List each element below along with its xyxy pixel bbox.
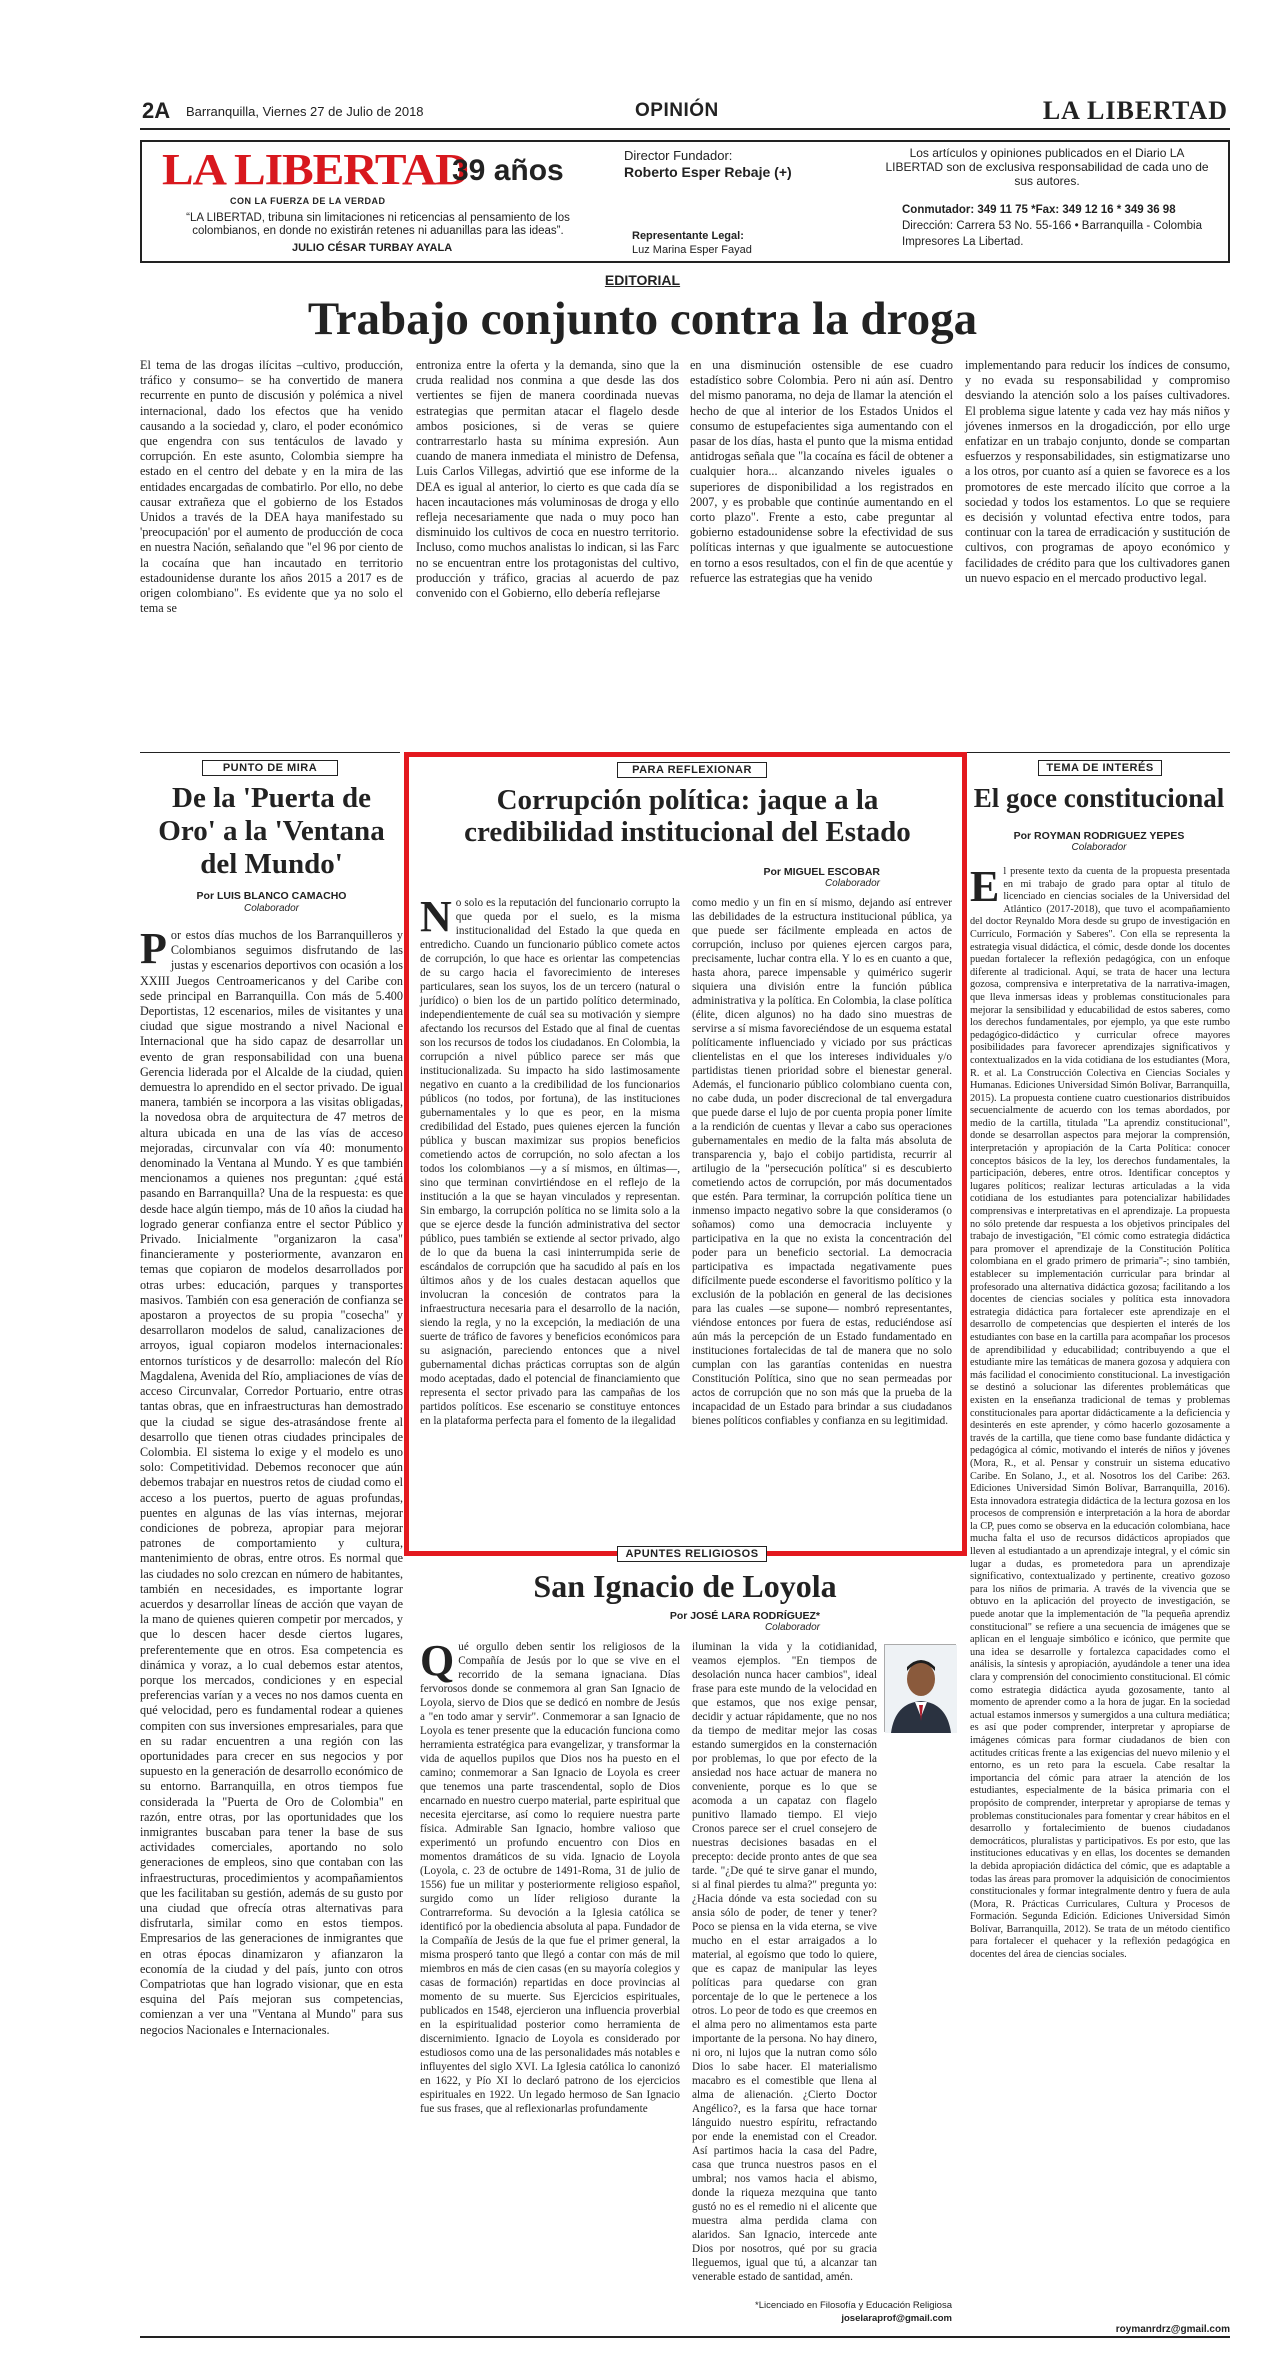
right-article-byline: Por ROYMAN RODRIGUEZ YEPES (1013, 830, 1185, 842)
loyola-article-col-2-cont (692, 1740, 952, 2280)
right-article-role: Colaborador (1071, 842, 1127, 853)
editorial-col-1: El tema de las drogas ilícitas –cultivo, producción, tráfico y consumo– se ha convertido de manera recurrente en punto de discusión y polémica a nivel internacional, dado los efectos que ha venido causando a la sociedad y, claro, el poder económico que engendra con sus tentáculos de lavado y corrupción. En este asunto, Colombia siempre ha estado en el centro del debate y en la mira de las entidades encargadas de combatirlo. Por ello, no debe causar extrañeza que el gobierno de los Estados Unidos a través de la DEA haya manifestado su 'preocupación' por el aumento de producción de coca en nuestra Nación, señalando que "el 96 por ciento de la cocaína que han incautado en territorio estadounidense durante los años 2015 a 2017 es de origen colombiano". Es evidente que ya no solo el tema se (140, 358, 403, 616)
center-article-role: Colaborador (824, 878, 880, 889)
editorial-col-4: implementando para reducir los índices de consumo, y no evada su responsabilidad y compromiso desviando la atención solo a los países cultivadores. El problema sigue latente y cada vez hay más niños y jóvenes inmersos en la drogadicción, por ello urge enfatizar en un trabajo conjunto, donde se compartan esfuerzos y responsabilidades, sin estigmatizarse uno a los otros, por cuanto así a quien se favorece es a los promotores de este mercado ilícito que corroe a la sociedad y todos los estamentos. Lo que se requiere es decisión y voluntad efectiva entre todos, para continuar con la tarea de erradicación y sustitución de cultivos, con programas de apoyo económico y facilidades de crédito para que los cultivadores ganen un nuevo espacio en el mercado productivo legal. (965, 358, 1230, 585)
section-name: OPINIÓN (635, 100, 719, 121)
director-name: Roberto Esper Rebaje (+) (624, 164, 792, 180)
loyola-article-role: Colaborador (764, 1622, 820, 1633)
left-article-role: Colaborador (243, 903, 300, 914)
rep-label: Representante Legal: (632, 230, 744, 242)
loyola-article-byline: Por JOSÉ LARA RODRÍGUEZ* (669, 1610, 820, 1622)
left-article-byline: Por LUIS BLANCO CAMACHO (196, 890, 347, 902)
right-article-body: El presente texto da cuenta de la propuesta presentada en mi trabajo de grado para optar al título de licenciado en ciencias sociales de la Universidad del Atlántico (2017-2018), que tuvo el acompañamiento del doctor Reynaldo Mora desde su grupo de investigación en Currículo, Formación y Saberes". Con ella se representa la estrategia visual didáctica, el cómic, desde donde los docentes puedan fortalecer la reflexión pedagógica, con un enfoque diferente al tradicional. Aquí, se trata de hacer una lectura gozosa, comprensiva e interpretativa de la narrativa-imagen, que lleva inmersas ideas y problemas constitucionales para mejorar la sensibilidad y educabilidad de estos saberes, como los derechos fundamentales, por ejemplo, ya que este rumbo pedagógico-didáctico y curricular ofrece mayores posibilidades para favorecer aprendizajes significativos y contextualizados en la vida cotidiana de los estudiantes (Mora, R. et al. La Construcción Colectiva en Ciencias Sociales y Humanas. Ediciones Universidad Simón Bolívar, Barranquilla, 2015). La propuesta contiene cuatro cuestionarios distribuidos secuencialmente de acuerdo con los temas abordados, por medio de la cartilla, titulada "La aprendiz constitucional", donde se desarrollan aspectos para mejorar la comprensión, interpretación y apropiación de la Carta Política: conocer conceptos básicos de la ley, los derechos fundamentales, la participación, deberes, entre otros. Identificar conceptos y lugares políticos; realizar lecturas articuladas a la vida cotidiana de los estudiantes para potencializar habilidades comprensivas e interpretativas en el aprendizaje. La propuesta no sólo pretende dar respuesta a los objetivos principales del trabajo de investigación, "El cómic como estrategia didáctica para promover el aprendizaje de la Constitución Política colombiana en el grado primero de primaria"-; sino también, establecer su implementación curricular para brindar al profesorado una alternativa didáctica gozosa; facilitando a los docentes de ciencias sociales y política esta innovadora estrategia didáctica para fortalecer este aprendizaje en el desarrollo de competencias que despierten el interés de los estudiantes con base en la cartilla para acompañar los procesos de aprendibilidad y educabilidad; contribuyendo a que el estudiante mire las temáticas de manera gozosa y adquiera con más facilidad el conocimiento constitucional. La investigación se destinó a solucionar las diferentes problemáticas que existen en la enseñanza tradicional de temas y problemas constitucionales para aportar didácticamente a la deficiencia y desinterés en este aprender, y cómo hacerlo gozosamente a través de la cartilla, que tiene como base fundante didáctica y pedagógica al cómic, motivando el interés de niños y jóvenes (Mora, R., et al. Pensar y construir un sistema educativo Caribe. En Solano, J., et al. Nosotros los del Caribe: 263. Ediciones Universidad Simón Bolívar, Barranquilla, 2016). Esta innovadora estrategia didáctica de la lectura gozosa en los procesos de comprensión e interpretación a la hora de abordar la CP, pues como se observa en la educación colombiana, hace mucha falta el uso de recursos didácticos apropiados que lleven al estudiantado a un aprendizaje integral, y el cómic sin lugar a dudas, es prometedora para un aprendizaje significativo, contextualizado y pertinente, creativo gozoso para los niños de primaria. A través de la vivencia que se obtuvo en la aplicación del proyecto de investigación, se puede anotar que la implementación de "la pequeña aprendiz constitucional" se refiere a una secuencia de imágenes que se aplican en el lenguaje simbólico e icónico, que permite que una idea se desarrolle y fortalezca capacidades como el análisis, la síntesis y apropiación, ayudándole a tener una idea clara y comprensión del conocimiento constitucional. El cómic como estrategia didáctica ayuda gozosamente, tanto al momento de aprender como a la hora de jugar. En la sociedad actual estamos inmersos y sumergidos a una cultura mediática; es así que poder comprender, interpretar y apropiarse de imágenes cómicas para formar ciudadanos de bien con actitudes críticas frente a las exigencias del nuevo milenio y el entorno, es un reto para la escuela. Cabe resaltar la importancia del cómic para atraer la atención de los estudiantes, especialmente de la básica primaria con el propósito de comprender, interpretar y apropiarse de temas y problemas constitucionales para fomentar y crear hábitos en el desarrollo y fortalecimiento de buenos ciudadanos democráticos, pluralistas y participativos. Es por esto, que las instituciones educativas y en ellas, los docentes se demanden la debida apropiación didáctica del cómic, que es adaptable a todas las áreas para promover la adquisición de conocimientos constitucionales y formar integralmente dentro y fuera de aula (Mora, R. Prácticas Curriculares, Cultura y Procesos de Formación. Segunda Edición. Ediciones Universidad Simón Bolívar, Barranquilla, 2012). Se trata de un método cientifico para fortalecer el quehacer y la reflexión pedagógica en docentes del área de ciencias sociales. (970, 862, 1230, 1961)
paper-name: LA LIBERTAD (1042, 96, 1228, 125)
center-article-col-2: como medio y un fin en sí mismo, dejando así entrever las debilidades de la estructura institucional pública, ya que puede ser fácilmente empleada en actos de corrupción, incluso por quienes ejercen cargos para, precisamente, luchar contra ella. Y lo es en cuanto a que, hasta ahora, parece impensable y quimérico sugerir siquiera una división entre la función pública administrativa y la política. En Colombia, la clase política (élite, dicen algunos) no ha dado sino muestras de servirse a sí misma favoreciéndose de un esquema estatal políticamente influenciado y viciado por sus prácticas clientelistas en el que los intereses individuales y/o partidistas tienen prioridad sobre el bienestar general. Además, el funcionario público colombiano cuenta con, no cabe duda, un poder discrecional de tal envergadura que puede darse el lujo de por cuenta propia poner límite a la rendición de cuentas y llevar a cabo sus operaciones gubernamentales en medio de la falta más absoluta de transparencia y, bajo el cobijo partidista, recurrir al artilugio de la "persecución política" si es descubierto cometiendo actos de corrupción, por más documentados que estén. Para terminar, la corrupción política tiene un inmenso impacto negativo sobre la que consideramos (o soñamos) como una democracia incluyente y participativa en la que no exista la concentración del poder para un beneficio sectorial. La democracia participativa es impactada negativamente pues difícilmente puede esconderse el favoritismo político y la exclusión de la población en general de las decisiones para las cuales —se supone— nombró representantes, viéndose entonces por fuera de estas, reduciéndose así aún más la percepción de un Estado fundamentado en instituciones fortalecidas de tal de manera que no solo cumplan con las garantías contenidas en nuestra Constitución Política, sino que no sean permeadas por actos de corrupción que no son más que la prueba de la incapacidad de un Estado para brindar a sus ciudadanos bienes políticos confiables y confianza en su legitimidad. (692, 897, 952, 1427)
header-rule (140, 128, 1230, 130)
center-article-col-1: No solo es la reputación del funcionario corrupto la que queda por el suelo, es la misma institucionalidad del Estado la que queda en entredicho. Cuando un funcionario público comete actos de corrupción, lo que hace es orientar las competencias de su cargo hacia el favorecimiento de intereses particulares, sean los suyos, los de un tercero (natural o jurídico) o bien los de un partido político determinado, independientemente de cuál sea su motivación y siempre afectando los recursos del Estado que al final de cuentas son los recursos de todos los ciudadanos. En Colombia, la corrupción a nivel público parece ser más que institucionalizada. Su impacto ha sido lastimosamente negativo en cuanto a la credibilidad de los funcionarios públicos (no todos, por fortuna), de las instituciones gubernamentales y lo que es peor, en la misma credibilidad del Estado, pues quienes ejercen la función pública y buscan maximizar sus propios beneficios cometiendo actos de corrupción, no solo afectan a los todos los colombianos —y a sí mismos, en últimas—, sino que terminan convirtiéndose en el reflejo de la institución a la que se hayan vinculados y representan. Sin embargo, la corrupción política no se limita solo a la que se ejerce desde la función administrativa del sector público, pues también se extiende al sector privado, algo de lo que da buena la casi ininterrumpida serie de escándalos de corrupción que ha sacudido al país en los últimos años y de los cuales destacan aquellos que involucran la concesión de contratos para la infraestructura necesaria para el desarrollo de la nación, siendo la regla, y no la excepción, la mediación de una suerte de tráfico de favores y beneficios económicos para su asignación, pareciendo entonces que a nivel gubernamental dichas prácticas corruptas son de algún modo aceptadas, dado el potencial de financiamiento que representa el sector privado para las campañas de los partidos políticos. Ese escenario se constituye entonces en la plataforma perfecta para el fomento de la ilegalidad (420, 892, 680, 1427)
editorial-title: Trabajo conjunto contra la droga (307, 293, 978, 345)
dateline: Barranquilla, Viernes 27 de Julio de 2018 (186, 104, 424, 119)
author-photo (884, 1644, 956, 1732)
masthead-quote-author: JULIO CÉSAR TURBAY AYALA (292, 242, 453, 254)
portrait-icon (885, 1645, 957, 1733)
disclaimer: Los artículos y opiniones publicados en el Diario LA LIBERTAD son de exclusiva responsabilidad de cada uno de sus autores. (885, 146, 1209, 188)
masthead-slogan: CON LA FUERZA DE LA VERDAD (230, 196, 386, 206)
left-article-body: Por estos días muchos de los Barranquilleros y Colombianos seguimos disfrutando de las justas y escenarios deportivos con ocasión a los XXIII Juegos Centroamericanos y del Caribe con sede principal en Barranquilla. Con más de 5.400 Deportistas, 12 escenarios, miles de visitantes y una ciudad que sigue mostrando a nivel Nacional e Internacional que ha sido capaz de desarrollar un evento de gran responsabilidad con una buena Gerencia liderada por el Alcalde de la ciudad, quien demuestra lo aprendido en el sector privado. De igual manera, también se incorpora a las visitas obligadas, la novedosa obra de arquitectura de 47 metros de altura ubicada en una de las vías de acceso mejoradas, circunvalar con vía 40: monumento denominado la Ventana al Mundo. Y es que también mencionamos a quienes nos preguntan: ¿qué está pasando en Barranquilla? Una de la respuesta: es que desde hace algún tiempo, más de 10 años la ciudad ha logrado generar confianza entre el sector Público y Privado. Inicialmente "organizaron la casa" financieramente y posteriormente, avanzaron en temas que copiaron de modelos desarrollados por otras urbes: educación, parques y transportes masivos. También con esa generación de confianza se apostaron a proyectos de su propia "cosecha" y desarrollaron modelos de salud, canalizaciones de arroyos, igual copiaron modelos internacionales: entornos turísticos y de desarrollo: malecón del Río Magdalena, Avenida del Río, ampliaciones de vías de acceso Circunvalar, Corredor Portuario, entre otras tantas obras, que en infraestructuras han demostrado que la ciudad se sigue des-atrasándose frente al desarrollo que tienen otras ciudades principales de Colombia. El sistema lo exige y el modelo es uno solo: Competitividad. Debemos reconocer que aún debemos trabajar en nuestros retos de ciudad como el acceso a los puertos, puerto de aguas profundas, puentes en algunas de las vías internas, mejorar condiciones de pobreza, apropiar para mejorar patrones de comportamiento y cultura, mantenimiento de obras, entre otros. Es normal que las ciudades no solo crezcan en número de habitantes, también en necesidades, es importante lograr acuerdos y desarrollar líneas de acción que vayan de la mano de quienes quieren competir por mercados, y que lo descen hacer desde ciertos lugares, preferentemente que en otros. Esa competencia es dinámica y voraz, a lo cual debemos estar atentos, porque los mercados, condiciones y en especial preferencias varían y a veces no nos damos cuenta en qué velocidad, pero es fundamental rodear a quienes compiten con sus inversiones empresariales, para que en su radar encuentren a una región con las oportunidades para crecer en sus negocios y por supuesto en la generación de desarrollo económico de su entorno. Barranquilla, en otros tiempos fue considerada la "Puerta de Oro de Colombia" en razón, entre otras, por las oportunidades que los inmigrantes buscaban para tener la base de sus actividades comerciales, aportando no solo generaciones de empleos, sino que contaban con las infraestructuras, procedimientos y acompañamientos que les facilitaban su gestión, además de su gusto por una ciudad que ofrecía otras alternativas para disfrutarla, similar como en estos tiempos. Empresarios de las generaciones de inmigrantes que en otras épocas dinamizaron y afianzaron la economía de la ciudad y del país, junto con otros Compatriotas que han logrado visionar, que en esta esquina del País mejoran sus competencias, comienzan a ver una "Ventana al Mundo" para sus negocios Nacionales e Internacionales. (140, 924, 403, 2037)
right-article-email: roymanrdrz@gmail.com (1115, 2324, 1230, 2335)
masthead-quote: “LA LIBERTAD, tribuna sin limitaciones ni reticencias al pensamiento de los colombianos, en donde no existirán retenes ni aduanillas para las ideas”. (186, 212, 570, 237)
loyola-article-title: San Ignacio de Loyola (533, 1568, 837, 1604)
page-number: 2A (142, 98, 171, 123)
center-article-title: Corrupción política: jaque a la credibilidad institucional del Estado (464, 784, 911, 848)
footer-rule (140, 2336, 1230, 2338)
page-header (140, 96, 1230, 126)
masthead-box (140, 140, 1230, 263)
center-article-byline: Por MIGUEL ESCOBAR (763, 866, 880, 878)
left-article-tag: PUNTO DE MIRA (202, 760, 338, 776)
editorial-kicker: EDITORIAL (604, 272, 681, 288)
masthead-anniversary: 39 años (452, 154, 564, 187)
address: Dirección: Carrera 53 No. 55-166 • Barranquilla - Colombia (902, 220, 1202, 232)
masthead-logo: LA LIBERTAD (162, 145, 469, 194)
director-label: Director Fundador: (624, 148, 733, 163)
loyola-footnote: *Licenciado en Filosofía y Educación Religiosa (755, 2300, 952, 2311)
editorial-rule-right (965, 752, 1230, 753)
rep-name: Luz Marina Esper Fayad (632, 244, 752, 256)
left-article-title: De la 'Puerta de Oro' a la 'Ventana del Mundo' (158, 782, 385, 880)
right-article-tag: TEMA DE INTERÉS (1038, 760, 1162, 776)
center-article-tag: PARA REFLEXIONAR (617, 762, 767, 778)
loyola-email: joselaraprof@gmail.com (841, 2313, 952, 2324)
printer: Impresores La Libertad. (902, 236, 1024, 248)
editorial-rule (140, 752, 400, 753)
switchboard: Conmutador: 349 11 75 *Fax: 349 12 16 * 349 36 98 (902, 204, 1176, 216)
editorial-col-2: entroniza entre la oferta y la demanda, sino que la cruda realidad nos conmina a que desde las dos vertientes se fijen de manera coordinada nuevas estrategias que permitan atacar el flagelo desde ambos posiciones, si de veras se quiere contrarrestarlo hasta su mínima expresión. Aun cuando de manera inmediata el ministro de Defensa, Luis Carlos Villegas, advirtió que ese informe de la DEA es igual al anterior, lo cierto es que cada día se hacen incautaciones más voluminosas de droga y ello refleja necesariamente que nada o muy poco han disminuido los cultivos de coca en nuestro territorio. Incluso, como muchos analistas lo indican, si las Farc no se encuentran entre los protagonistas del cultivo, producción y tráfico, gracias al acuerdo de paz convenido con el Gobierno, ello debería reflejarse (416, 358, 679, 601)
editorial-col-3: en una disminución ostensible de ese cuadro estadístico sobre Colombia. Pero ni aún así. Dentro del mismo panorama, no deja de llamar la atención el hecho de que al interior de los Estados Unidos el consumo de estupefacientes siga aumentando con el pasar de los días, hasta el punto que la misma entidad antidrogas señala que "la cocaína es fácil de obtener a cualquier hora... alcanzando niveles iguales o superiores de disponibilidad a los registrados en 2007, y es probable que continúe aumentando en el corto plazo". Frente a esto, cabe preguntar al gobierno estadounidense sobre la efectividad de sus políticas internas y que igualmente se autocuestione en torno a esos resultados, con el fin de que acentúe y refuerce las estrategias que ha venido (690, 358, 953, 585)
loyola-article-tag: APUNTES RELIGIOSOS (617, 1546, 767, 1562)
right-article-title: El goce constitucional (973, 783, 1225, 813)
loyola-article-col-1: Qué orgullo deben sentir los religiosos de la Compañía de Jesús por lo que se vive en el recorrido de la semana ignaciana. Días fervorosos donde se conmemora al gran San Ignacio de Loyola, siervo de Dios que se dedicó en nombre de Jesús a "en todo amar y servir". Conmemorar a san Ignacio de Loyola es tener presente que la educación funciona como herramienta estratégica para evangelizar, y transformar la vida de aquellos pupilos que Dios nos ha puesto en el camino; conmemorar a San Ignacio de Loyola es creer que tenemos una parte trascendental, soplo de Dios encarnado en nuestro cuerpo material, parte espiritual que necesita ejercitarse, así como lo requiere nuestra parte física. Admirable San Ignacio, hombre valioso que experimentó un profundo encuentro con Dios en momentos dramáticos de su vida. Ignacio de Loyola (Loyola, c. 23 de octubre de 1491-Roma, 31 de julio de 1556) fue un militar y posteriormente religioso español, surgido como un líder religioso durante la Contrarreforma. Su devoción a la Iglesia católica se identificó por la obediencia absoluta al papa. Fundador de la Compañía de Jesús de la que fue el primer general, la misma prosperó tanto que llegó a contar con más de mil miembros en más de cien casas (en su mayoría colegios y casas de formación) repartidas en doce provincias al momento de su muerte. Sus Ejercicios espirituales, publicados en 1548, ejercieron una influencia proverbial en la espiritualidad posterior como herramienta de discernimiento. Ignacio de Loyola es considerado por estudiosos como una de las personalidades más notables e influyentes del siglo XVI. La Iglesia católica lo canonizó en 1622, y Pío XI lo declaró patrono de los ejercicios espirituales en 1922. Un legado hermoso de San Ignacio fue sus frases, que al reflexionarlas profundamente (420, 1636, 680, 2115)
loyola-article-col-2: iluminan la vida y la cotidianidad, veamos ejemplos. "En tiempos de desolación nunca hacer cambios", ideal frase para este mundo de la velocidad en que estamos, que nos exige pensar, decidir y actuar rápidamente, que no nos da tiempo de meditar mejor las cosas estando sumergidos en la consternación por problemas, lo que por efecto de la ansiedad nos hace actuar de manera no conveniente, porque es lo que se acomoda a un capataz con flagelo punitivo llamado tiempo. El viejo Cronos parece ser el cruel consejero de nuestras decisiones basadas en el precepto: decide pronto antes de que sea tarde. "¿De qué te sirve ganar el mundo, si al final pierdes tu alma?" pregunta yo: ¿Hacia dónde va esta sociedad con su ansia sólo de poder, de tener y tener? Poco se piensa en la vida eterna, se vive mucho en el estar arraigados a lo material, al egoísmo que todo lo quiere, que es capaz de manipular las leyes políticas para quedarse con gran porcentaje de lo que le pertenece a los otros. Lo peor de todo es que creemos en el alma pero no alimentamos esta parte importante de la persona. No hay dinero, ni oro, ni lujos que la nutran como sólo Dios lo sabe hacer. El materialismo macabro es el comestible que llena al alma de alienación. ¿Cierto Doctor Angélico?, es la farsa que hace tornar lánguido nuestro espíritu, refractando por ende la enemistad con el Creador. Así partimos hacia la casa del Padre, casa que trunca nuestros pasos en el umbral; nos vamos hacia el abismo, donde la riqueza mezquina que tanto gustó no es el remedio ni el alicente que muestra alma perdida clama con alaridos. San Ignacio, intercede ante Dios por nosotros, qué por su gracia lleguemos, igual que tú, a alcanzar tan venerable estado de santidad, amén. (692, 1641, 877, 2283)
